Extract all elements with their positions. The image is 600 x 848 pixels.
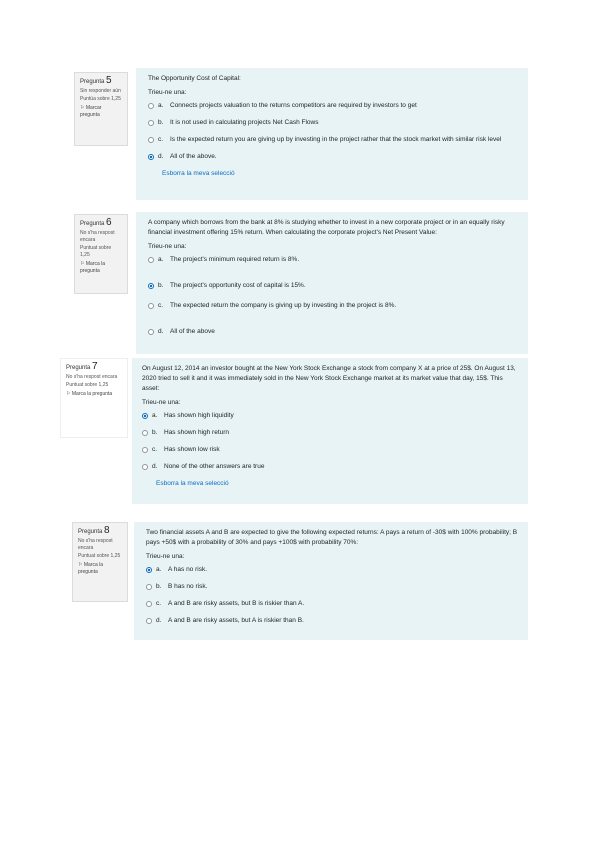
flag-question-link[interactable]: ⚐ Marca la pregunta (78, 562, 104, 575)
radio-button[interactable] (142, 464, 148, 470)
answer-option[interactable]: a. The project's minimum required return is 8%. (148, 255, 518, 265)
question-info-panel (60, 358, 128, 438)
question-number: Pregunta 6 (80, 217, 112, 228)
answer-option[interactable]: c. Is the expected return you are giving up by investing in the project rather that the stock market with similar risk level (148, 135, 518, 145)
radio-button-selected[interactable] (142, 413, 148, 419)
flag-icon: ⚐ (80, 105, 85, 111)
question-number: Pregunta 5 (80, 75, 112, 86)
question-points: Puntuat sobre 1,25 (66, 382, 109, 388)
answer-option[interactable]: b. It is not used in calculating projects Net Cash Flows (148, 118, 518, 128)
radio-button[interactable] (148, 303, 154, 309)
answer-option[interactable]: c. The expected return the company is giving up by investing in the project is 8%. (148, 301, 518, 311)
radio-button[interactable] (142, 447, 148, 453)
question-info-panel (72, 522, 128, 602)
radio-button[interactable] (146, 584, 152, 590)
question-info-panel (74, 72, 128, 146)
answer-option[interactable]: d. All of the above. (148, 152, 518, 162)
flag-icon: ⚐ (80, 261, 85, 267)
radio-button[interactable] (148, 257, 154, 263)
radio-button[interactable] (142, 430, 148, 436)
clear-selection-link[interactable]: Esborra la meva selecció (162, 170, 235, 177)
flag-question-link[interactable]: ⚐ Marca la pregunta (66, 391, 113, 397)
answer-option[interactable]: a. Connects projects valuation to the returns competitors are required by investors to get (148, 101, 518, 111)
question-text: The Opportunity Cost of Capital: (148, 75, 241, 82)
radio-button[interactable] (146, 618, 152, 624)
answer-option[interactable]: d. A and B are risky assets, but A is riskier than B. (146, 616, 518, 626)
question-text: A company which borrows from the bank at 8% is studying whether to invest in a new corporate project or in an equally risky financial investment offering 15% return. When calculating the corporate project's Net Present Value: (148, 219, 505, 236)
question-text: Two financial assets A and B are expected to give the following expected returns: A pays a return of -30$ with 100% probability; B pays +50$ with a probability of 30% and pays +100$ with probability 70%: (146, 529, 518, 546)
answer-option[interactable]: b. The project's opportunity cost of capital is 15%. (148, 281, 518, 291)
answer-prompt: Trieu-ne una: (148, 243, 187, 250)
radio-button[interactable] (148, 329, 154, 335)
radio-button[interactable] (146, 601, 152, 607)
answer-prompt: Trieu-ne una: (146, 553, 185, 560)
question-number: Pregunta 8 (78, 525, 110, 536)
answer-prompt: Trieu-ne una: (142, 399, 181, 406)
flag-icon: ⚐ (78, 562, 83, 568)
radio-button-selected[interactable] (146, 567, 152, 573)
answer-option[interactable]: a. Has shown high liquidity (142, 411, 518, 421)
question-number: Pregunta 7 (66, 361, 98, 372)
question-info-panel (74, 214, 128, 294)
answer-prompt: Trieu-ne una: (148, 89, 187, 96)
question-status: Sin responder aún (80, 88, 121, 94)
question-content (136, 212, 528, 354)
answer-option[interactable]: c. A and B are risky assets, but B is riskier than A. (146, 599, 518, 609)
radio-button-selected[interactable] (148, 154, 154, 160)
question-points: Puntuat sobre 1,25 (78, 553, 121, 559)
answer-option[interactable]: a. A has no risk. (146, 565, 518, 575)
question-status: No s'ha respost encara (66, 374, 118, 380)
answer-option[interactable]: d. None of the other answers are true (142, 462, 518, 472)
question-points: Puntúa sobre 1,25 (80, 96, 121, 102)
question-content (134, 522, 528, 640)
answer-option[interactable]: b. Has shown high return (142, 428, 518, 438)
answer-option[interactable]: d. All of the above (148, 327, 518, 337)
radio-button-selected[interactable] (148, 283, 154, 289)
clear-selection-link[interactable]: Esborra la meva selecció (156, 480, 229, 487)
flag-icon: ⚐ (66, 391, 71, 397)
answer-option[interactable]: b. B has no risk. (146, 582, 518, 592)
radio-button[interactable] (148, 137, 154, 143)
flag-question-link[interactable]: ⚐ Marcar pregunta (80, 105, 102, 118)
radio-button[interactable] (148, 120, 154, 126)
question-status: No s'ha respost encara (80, 230, 115, 243)
question-points: Puntuat sobre 1,25 (80, 245, 112, 258)
question-text: On August 12, 2014 an investor bought at the New York Stock Exchange a stock from company X at a price of 25$. On August 13, 2020 tried to sell it and it was immediately sold in the New York Stock Exchange market at its market value that day, 15$. This asset: (142, 365, 516, 392)
question-status: No s'ha respost encara (78, 538, 113, 551)
question-content (136, 68, 528, 200)
flag-question-link[interactable]: ⚐ Marca la pregunta (80, 261, 106, 274)
radio-button[interactable] (148, 103, 154, 109)
question-content (132, 358, 528, 504)
answer-option[interactable]: c. Has shown low risk (142, 445, 518, 455)
